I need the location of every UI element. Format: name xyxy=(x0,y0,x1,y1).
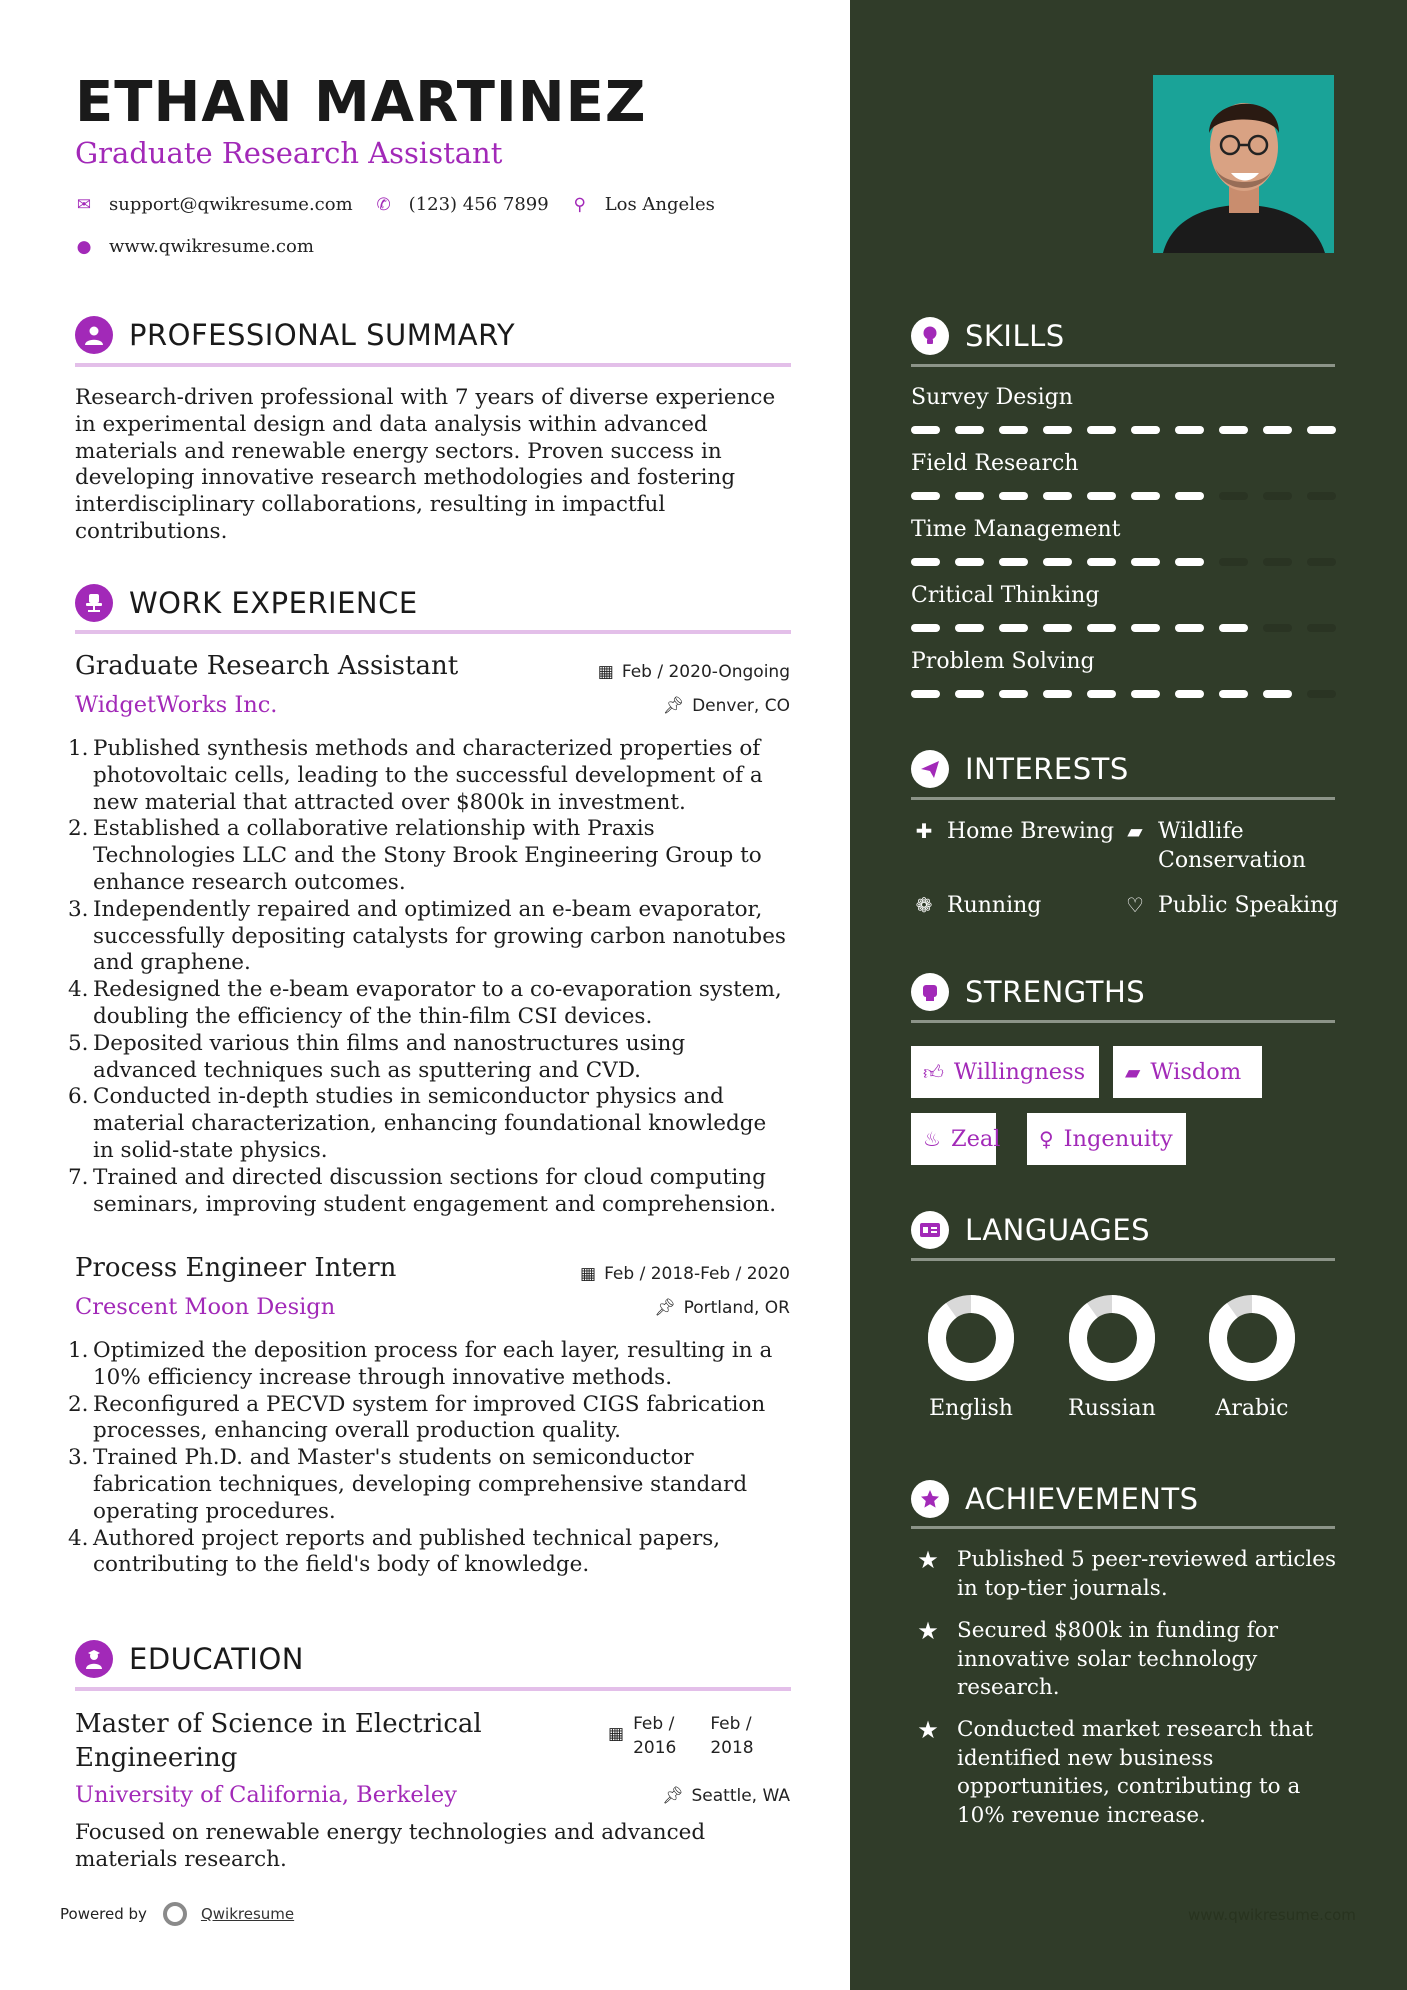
job-2-location-text: Portland, OR xyxy=(683,1298,790,1318)
strength-willingness: 👍︎ Willingness xyxy=(911,1046,1099,1098)
skill-dash xyxy=(1307,426,1336,434)
skill-dash xyxy=(911,624,940,632)
heartbeat-icon: ♡ xyxy=(1126,893,1144,917)
skills-divider xyxy=(911,364,1335,367)
skill-dash xyxy=(1131,558,1160,566)
globe-icon: ● xyxy=(76,236,92,257)
list-item: 4. Authored project reports and published technical papers, contributing to the field's body of knowledge. xyxy=(68,1525,721,1578)
footer xyxy=(60,1902,294,1926)
experience-heading-text: WORK EXPERIENCE xyxy=(129,586,418,620)
achievements-heading-text: ACHIEVEMENTS xyxy=(965,1482,1199,1516)
book-icon: ▰ xyxy=(1125,1060,1141,1084)
education-description: Focused on renewable energy technologies and advanced materials research. xyxy=(75,1820,706,1872)
shooting-star-icon: ★ xyxy=(917,1716,939,1744)
skill-dash xyxy=(1043,690,1072,698)
skill-dash xyxy=(1307,690,1336,698)
job-1-title: Graduate Research Assistant xyxy=(75,651,459,681)
website-item[interactable] xyxy=(75,236,314,257)
skill-dash xyxy=(1307,558,1336,566)
job-1-company: WidgetWorks Inc. xyxy=(75,692,278,718)
pin-icon: 📌︎ xyxy=(653,1298,676,1318)
fire-icon: ♨ xyxy=(923,1127,941,1151)
skill-dash xyxy=(1307,492,1336,500)
skill-dash xyxy=(1043,558,1072,566)
skill-dash xyxy=(1263,426,1292,434)
brand-link[interactable]: Qwikresume xyxy=(200,1905,295,1923)
job-1-bullets xyxy=(68,736,793,1218)
skill-dash xyxy=(1043,624,1072,632)
profile-photo xyxy=(1153,75,1334,253)
skill-dash xyxy=(955,558,984,566)
contact-row xyxy=(75,194,737,215)
list-item: 7. Trained and directed discussion sections for cloud computing seminars, improving student engagement and comprehension. xyxy=(68,1164,777,1217)
language-icon xyxy=(911,1211,949,1249)
skill-level-bar xyxy=(911,558,1351,566)
job-1-dates-text: Feb / 2020-Ongoing xyxy=(621,662,790,682)
strength-wisdom: ▰ Wisdom xyxy=(1113,1046,1262,1098)
skill-dash xyxy=(1263,690,1292,698)
skill-level-bar xyxy=(911,426,1351,434)
skill-dash xyxy=(1131,492,1160,500)
language-english xyxy=(916,1294,1026,1421)
job-2-company: Crescent Moon Design xyxy=(75,1294,336,1320)
pin-icon: 📌︎ xyxy=(662,696,685,716)
envelope-icon: ✉ xyxy=(76,194,92,215)
skill-dash xyxy=(1219,426,1248,434)
qwikresume-logo-icon xyxy=(163,1902,187,1926)
languages-divider xyxy=(911,1258,1335,1261)
star-icon xyxy=(911,1480,949,1518)
skill-dash xyxy=(1087,624,1116,632)
language-name: Arabic xyxy=(1215,1396,1289,1421)
skill-dash xyxy=(1175,624,1204,632)
location-text: Los Angeles xyxy=(604,194,715,215)
email-item[interactable] xyxy=(75,194,353,215)
phone-icon: ✆ xyxy=(376,194,391,215)
email-text: support@qwikresume.com xyxy=(109,194,353,215)
skill-dash xyxy=(1219,624,1248,632)
job-2-bullets xyxy=(68,1338,793,1579)
skill-time-management: Time Management xyxy=(911,517,1121,542)
skill-level-bar xyxy=(911,690,1351,698)
school-name: University of California, Berkeley xyxy=(75,1782,457,1808)
achievement-item-1: ★ Published 5 peer-reviewed articles in top-tier journals. xyxy=(911,1546,1341,1603)
languages-heading-text: LANGUAGES xyxy=(965,1213,1151,1247)
skill-dash xyxy=(1219,558,1248,566)
shooting-star-icon: ★ xyxy=(917,1617,939,1645)
skill-dash xyxy=(1131,624,1160,632)
language-name: Russian xyxy=(1068,1396,1156,1421)
strengths-divider xyxy=(911,1020,1335,1023)
skill-dash xyxy=(1175,558,1204,566)
education-location-text: Seattle, WA xyxy=(691,1786,790,1806)
list-item: 2. Reconfigured a PECVD system for improved CIGS fabrication processes, enhancing overall production quality. xyxy=(68,1391,766,1444)
skill-dash xyxy=(1087,492,1116,500)
lightbulb-icon: ♀ xyxy=(1039,1127,1054,1151)
education-end: Feb / 2018 xyxy=(710,1714,754,1758)
thumbs-up-icon: 👍︎ xyxy=(923,1059,944,1084)
strengths-heading xyxy=(911,973,1145,1011)
skill-dash xyxy=(1043,492,1072,500)
education-dates xyxy=(608,1712,754,1760)
skill-field-research: Field Research xyxy=(911,451,1079,476)
skill-dash xyxy=(1307,624,1336,632)
book-icon: ▰ xyxy=(1127,819,1143,843)
language-name: English xyxy=(929,1396,1013,1421)
skill-dash xyxy=(911,690,940,698)
calendar-icon: ▦ xyxy=(580,1264,597,1284)
skill-dash xyxy=(1219,492,1248,500)
list-item: 3. Independently repaired and optimized an e-beam evaporator, successfully depositing catalysts for growing carbon nanotubes and graphene. xyxy=(68,896,786,976)
skill-dash xyxy=(1175,426,1204,434)
experience-divider xyxy=(75,630,791,634)
degree-line-1: Master of Science in Electrical xyxy=(75,1709,482,1739)
skills-heading xyxy=(911,317,1065,355)
watermark-text: www.qwikresume.com xyxy=(1188,1906,1356,1924)
skill-dash xyxy=(1043,426,1072,434)
language-ring-fill xyxy=(1218,1304,1286,1372)
skill-dash xyxy=(1131,426,1160,434)
puzzle-icon: ✚ xyxy=(915,819,933,843)
list-item: 1. Optimized the deposition process for each layer, resulting in a 10% efficiency increase through innovative methods. xyxy=(68,1338,773,1390)
degree-line-2: Engineering xyxy=(75,1743,238,1773)
graduate-icon xyxy=(75,1640,113,1678)
map-pin-icon: ⚲ xyxy=(573,194,586,215)
language-ring xyxy=(1208,1294,1296,1382)
summary-heading-text: PROFESSIONAL SUMMARY xyxy=(129,318,516,352)
job-1-location xyxy=(663,696,791,716)
skill-dash xyxy=(999,492,1028,500)
achievement-item-3: ★ Conducted market research that identified new business opportunities, contributing to a 10% revenue increase. xyxy=(911,1716,1341,1830)
shooting-star-icon: ★ xyxy=(917,1546,939,1574)
skills-heading-text: SKILLS xyxy=(965,319,1065,353)
lightbulb-icon xyxy=(911,317,949,355)
skill-dash xyxy=(1263,624,1292,632)
language-russian xyxy=(1057,1294,1167,1421)
skill-dash xyxy=(955,426,984,434)
summary-heading xyxy=(75,316,515,354)
user-icon xyxy=(75,316,113,354)
summary-divider xyxy=(75,363,791,367)
language-ring-fill xyxy=(937,1304,1005,1372)
website-text: www.qwikresume.com xyxy=(109,236,314,257)
list-item: 6. Conducted in-depth studies in semiconductor physics and material characterization, enhancing foundational knowledge in solid-state physics. xyxy=(68,1084,767,1163)
paper-plane-icon xyxy=(911,750,949,788)
language-ring xyxy=(927,1294,1015,1382)
interest-wildlife-conservation: ▰ Wildlife Conservation xyxy=(1122,817,1306,875)
job-2-dates-text: Feb / 2018-Feb / 2020 xyxy=(604,1264,790,1284)
skill-level-bar xyxy=(911,624,1351,632)
interest-home-brewing: ✚ Home Brewing xyxy=(911,817,1114,846)
phone-item[interactable] xyxy=(375,194,549,215)
skill-dash xyxy=(911,426,940,434)
list-item: 1. Published synthesis methods and characterized properties of photovoltaic cells, leading to the successful development of a new material that attracted over $800k in investment. xyxy=(68,736,763,815)
education-start: Feb / 2016 xyxy=(633,1714,677,1758)
skill-dash xyxy=(1263,492,1292,500)
skill-dash xyxy=(911,492,940,500)
degree-title xyxy=(75,1707,482,1775)
achievement-item-2: ★ Secured $800k in funding for innovative solar technology research. xyxy=(911,1617,1341,1703)
skill-dash xyxy=(999,690,1028,698)
paw-icon: ❁ xyxy=(915,893,933,917)
education-heading xyxy=(75,1640,304,1678)
phone-text: (123) 456 7899 xyxy=(408,194,549,215)
skill-dash xyxy=(955,624,984,632)
skill-critical-thinking: Critical Thinking xyxy=(911,583,1100,608)
experience-heading xyxy=(75,584,418,622)
candidate-title: Graduate Research Assistant xyxy=(75,136,503,170)
achievements-divider xyxy=(911,1526,1335,1529)
list-item: 5. Deposited various thin films and nanostructures using advanced techniques such as sputtering and CVD. xyxy=(68,1030,686,1083)
location-item xyxy=(571,194,715,215)
fist-icon xyxy=(911,973,949,1011)
skill-level-bar xyxy=(911,492,1351,500)
skill-dash xyxy=(955,690,984,698)
achievements-heading xyxy=(911,1480,1199,1518)
language-ring-fill xyxy=(1078,1304,1146,1372)
job-1-dates xyxy=(598,662,790,682)
interests-divider xyxy=(911,797,1335,800)
office-chair-icon xyxy=(75,584,113,622)
strength-ingenuity: ♀ Ingenuity xyxy=(1027,1113,1186,1165)
skill-dash xyxy=(1219,690,1248,698)
skill-dash xyxy=(999,558,1028,566)
pin-icon: 📌︎ xyxy=(661,1786,684,1806)
interests-heading xyxy=(911,750,1129,788)
list-item: 3. Trained Ph.D. and Master's students on semiconductor fabrication techniques, developing comprehensive standard operating procedures. xyxy=(68,1445,748,1524)
language-arabic xyxy=(1197,1294,1307,1421)
skill-problem-solving: Problem Solving xyxy=(911,649,1095,674)
skill-dash xyxy=(911,558,940,566)
education-divider xyxy=(75,1687,791,1691)
strength-zeal: ♨ Zeal xyxy=(911,1113,996,1165)
education-location xyxy=(662,1786,790,1806)
skill-dash xyxy=(1175,492,1204,500)
skill-dash xyxy=(1175,690,1204,698)
skill-dash xyxy=(1087,558,1116,566)
skill-dash xyxy=(1131,690,1160,698)
website-row xyxy=(75,236,336,257)
skill-dash xyxy=(1087,426,1116,434)
job-2-location xyxy=(654,1298,790,1318)
skill-dash xyxy=(1087,690,1116,698)
skill-dash xyxy=(955,492,984,500)
interest-running: ❁ Running xyxy=(911,891,1041,920)
skill-dash xyxy=(999,624,1028,632)
job-2-dates xyxy=(580,1264,790,1284)
calendar-icon: ▦ xyxy=(597,662,614,682)
strengths-heading-text: STRENGTHS xyxy=(965,975,1146,1009)
powered-by-text: Powered by xyxy=(60,1905,147,1923)
list-item: 2. Established a collaborative relationship with Praxis Technologies LLC and the Stony Brook Engineering Group to enhance research outcomes. xyxy=(68,816,762,895)
languages-heading xyxy=(911,1211,1150,1249)
summary-text: Research-driven professional with 7 years of diverse experience in experimental design and data analysis within advanced materials and renewable energy sectors. Proven success in developing innovative research methodologies and fostering interdisciplinary collaborations, resulting in impactful contributions. xyxy=(75,385,776,544)
candidate-name: ETHAN MARTINEZ xyxy=(75,70,647,135)
skill-dash xyxy=(999,426,1028,434)
skill-survey-design: Survey Design xyxy=(911,385,1073,410)
skill-dash xyxy=(1263,558,1292,566)
education-heading-text: EDUCATION xyxy=(129,1642,305,1676)
list-item: 4. Redesigned the e-beam evaporator to a co-evaporation system, doubling the efficiency of the thin-film CSI devices. xyxy=(68,977,782,1029)
job-1-location-text: Denver, CO xyxy=(692,696,790,716)
language-ring xyxy=(1068,1294,1156,1382)
interest-public-speaking: ♡ Public Speaking xyxy=(1122,891,1338,920)
calendar-icon: ▦ xyxy=(608,1724,625,1744)
job-2-title: Process Engineer Intern xyxy=(75,1253,397,1283)
interests-heading-text: INTERESTS xyxy=(965,752,1129,786)
